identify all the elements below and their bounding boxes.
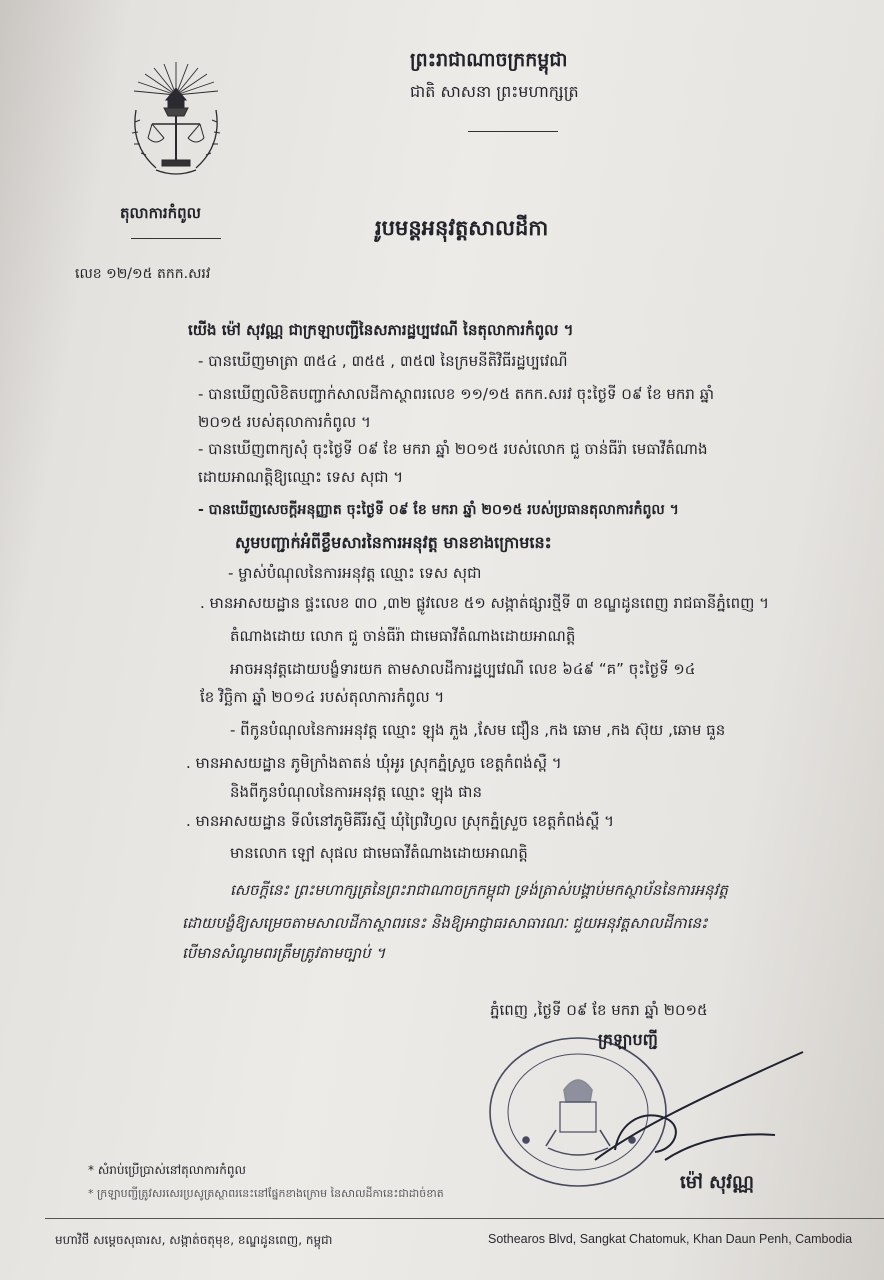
consideration-line: ២០១៥ របស់តុលាការកំពូល ។ — [198, 413, 371, 431]
signatory-title: ក្រឡាបញ្ជី — [598, 1030, 658, 1049]
debtor-address: . មានអាសយដ្ឋាន ទីលំនៅភូមិគីរីរស្មី ឃុំព្រៃវិហ្វល ស្រុកភ្នំស្រួច ខេត្តកំពង់ស្ពឺ ។ — [186, 812, 615, 830]
consideration-line: - បានឃើញសេចក្តីអនុញ្ញាត ចុះថ្ងៃទី ០៩ ខែ មករា ឆ្នាំ ២០១៥ របស់ប្រធានតុលាការកំពូល ។ — [198, 502, 679, 518]
footer-divider — [45, 1218, 884, 1219]
section-heading: សូមបញ្ជាក់អំពីខ្លឹមសារនៃការអនុវត្ត មានខាងក្រោមនេះ — [235, 533, 552, 552]
court-emblem-icon — [126, 60, 226, 195]
signatory-name: ម៉ៅ សុវណ្ណ — [680, 1172, 754, 1193]
order-line: សេចក្តីនេះ ព្រះមហាក្សត្រនៃព្រះរាជាណាចក្រកម្ពុជា ទ្រង់ត្រាស់បង្គាប់មកស្ថាប័ននៃការអនុវត្ត — [230, 881, 728, 899]
footnote: * ក្រឡាបញ្ជីត្រូវសរសេរប្រសូត្រស្ថាពរនេះនៅផ្នែកខាងក្រោម នៃសាលដីកានេះជាដាច់ខាត — [88, 1187, 444, 1200]
creditor-address: . មានអាសយដ្ឋាន ផ្ទះលេខ ៣០ ,៣២ ផ្លូវលេខ ៥១ សង្កាត់ផ្សារថ្មីទី ៣ ខណ្ឌដូនពេញ រាជធានីភ្នំពេញ ។ — [200, 594, 770, 612]
footer-address-kh: មហាវិថី សម្តេចសុធារស, សង្កាត់ចតុមុខ, ខណ្ឌដូនពេញ, កម្ពុជា — [55, 1233, 333, 1247]
order-line: បើមានសំណូមពរត្រឹមត្រូវតាមច្បាប់ ។ — [182, 944, 386, 962]
debtor-address: . មានអាសយដ្ឋាន ភូមិក្រាំងតាតន់ ឃុំអូរ ស្រុកភ្នំស្រួច ខេត្តកំពង់ស្ពឺ ។ — [186, 754, 562, 772]
order-line: ដោយបង្ខំឱ្យសម្រេចតាមសាលដីកាស្ថាពរនេះ និងឱ្យអាជ្ញាធរសាធារណៈ ជួយអនុវត្តសាលដីកានេះ — [182, 914, 708, 932]
motto-divider — [468, 131, 558, 132]
debtor-representative: មានលោក ឡៅ សុផល ជាមេធាវីតំណាងដោយអាណត្តិ — [230, 844, 528, 862]
consideration-line: - បានឃើញមាត្រា ៣៥៤ , ៣៥៥ , ៣៥៧ នៃក្រមនីតិវិធីរដ្ឋប្បវេណី — [198, 352, 568, 370]
intro-statement: យើង ម៉ៅ សុវណ្ណ ជាក្រឡាបញ្ជីនៃសភារដ្ឋប្បវេណី នៃតុលាការកំពូល ។ — [188, 321, 574, 339]
handwritten-signature-icon — [575, 1040, 805, 1190]
consideration-line: - បានឃើញលិខិតបញ្ជាក់សាលដីកាស្ថាពរលេខ ១១/១៥ តកក.សរវ ចុះថ្ងៃទី ០៩ ខែ មករា ឆ្នាំ — [198, 385, 714, 403]
consideration-line: - បានឃើញពាក្យសុំ ចុះថ្ងៃទី ០៩ ខែ មករា ឆ្នាំ ២០១៥ របស់លោក ជួ ចាន់ធីរ៉ា មេធាវីតំណាង — [198, 440, 708, 458]
enforcement-line: ខែ វិច្ឆិកា ឆ្នាំ ២០១៤ របស់តុលាការកំពូល ។ — [200, 688, 445, 706]
footer-address-en: Sothearos Blvd, Sangkat Chatomuk, Khan Daun Penh, Cambodia — [488, 1232, 853, 1246]
debtor-line: និងពីកូនបំណុលនៃការអនុវត្ត ឈ្មោះ ឡុង ផាន — [230, 783, 482, 801]
creditor-line: - ម្ចាស់បំណុលនៃការអនុវត្ត ឈ្មោះ ទេស សុជា — [228, 564, 482, 582]
consideration-line: ដោយអាណត្តិឱ្យឈ្មោះ ទេស សុជា ។ — [198, 468, 404, 486]
signing-date: ភ្នំពេញ ,ថ្ងៃទី ០៩ ខែ មករា ឆ្នាំ ២០១៥ — [490, 1001, 708, 1019]
footnote: * សំរាប់ប្រើប្រាស់នៅតុលាការកំពូល — [88, 1163, 246, 1177]
kingdom-title: ព្រះរាជាណាចក្រកម្ពុជា — [410, 49, 568, 71]
reference-number: លេខ ១២/១៥ តកក.សរវ — [75, 266, 211, 282]
court-divider — [131, 238, 221, 239]
court-name: តុលាការកំពូល — [120, 204, 201, 222]
debtor-line: - ពីកូនបំណុលនៃការអនុវត្ត ឈ្មោះ ឡុង ភួង ,សែម ជឿន ,កង ឆោម ,កង ស៊ុយ ,ឆោម ធួន — [230, 721, 726, 739]
enforcement-line: អាចអនុវត្តដោយបង្ខំទារយក តាមសាលដីការដ្ឋប្បវេណី លេខ ៦៤៩ “គ” ចុះថ្ងៃទី ១៤ — [230, 660, 696, 678]
document-title: រូបមន្តអនុវត្តសាលដីកា — [375, 216, 549, 240]
creditor-representative: តំណាងដោយ លោក ជួ ចាន់ធីរ៉ា ជាមេធាវីតំណាងដោយអាណត្តិ — [230, 627, 576, 645]
national-motto: ជាតិ សាសនា ព្រះមហាក្សត្រ — [410, 82, 579, 101]
